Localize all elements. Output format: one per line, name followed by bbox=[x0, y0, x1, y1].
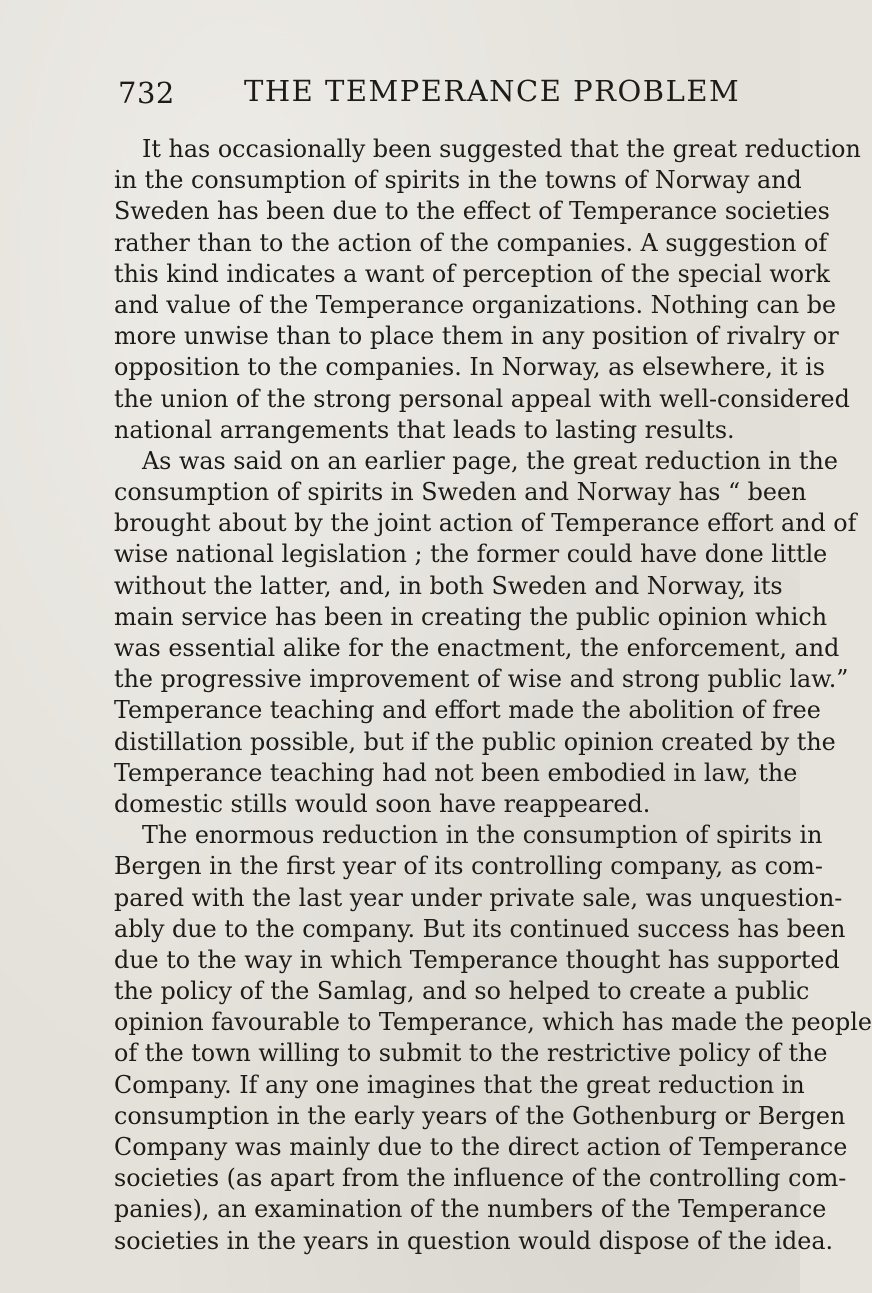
text-line: distillation possible, but if the public opinion created by the bbox=[114, 727, 836, 756]
text-line: Company was mainly due to the direct action of Temperance bbox=[114, 1133, 848, 1161]
text-line: rather than to the action of the companies. A suggestion of bbox=[114, 228, 828, 257]
text-line: wise national legislation ; the former could have done little bbox=[114, 540, 828, 569]
text-line: was essential alike for the enactment, the enforcement, and bbox=[114, 634, 840, 662]
text-line: societies in the years in question would dispose of the idea. bbox=[114, 1226, 834, 1255]
text-line: Temperance teaching had not been embodied in law, the bbox=[114, 758, 798, 787]
text-line: more unwise than to place them in any position of rivalry or bbox=[114, 322, 839, 351]
text-line: Company. If any one imagines that the great reduction in bbox=[114, 1070, 805, 1099]
text-line: ably due to the company. But its continued success has been bbox=[114, 914, 846, 943]
text-line: panies), an examination of the numbers of the Temperance bbox=[114, 1195, 827, 1224]
text-line: societies (as apart from the influence of the controlling com- bbox=[114, 1164, 847, 1193]
text-line: the policy of the Samlag, and so helped to create a public bbox=[114, 977, 810, 1006]
text-line: without the latter, and, in both Sweden and Norway, its bbox=[114, 571, 783, 600]
running-title: THE TEMPERANCE PROBLEM bbox=[244, 74, 741, 108]
text-line: in the consumption of spirits in the towns of Norway and bbox=[114, 166, 802, 195]
text-line: Sweden has been due to the effect of Temperance societies bbox=[114, 197, 830, 226]
text-line: opposition to the companies. In Norway, as elsewhere, it is bbox=[114, 353, 825, 382]
text-line: domestic stills would soon have reappeared. bbox=[114, 789, 651, 818]
text-line: this kind indicates a want of perception of the special work bbox=[114, 259, 830, 288]
text-line: Bergen in the first year of its controlling company, as com- bbox=[114, 852, 823, 881]
text-line: Temperance teaching and effort made the abolition of free bbox=[114, 696, 821, 725]
text-line: of the town willing to submit to the restrictive policy of the bbox=[114, 1039, 828, 1068]
text-line: It has occasionally been suggested that the great reduction bbox=[142, 135, 861, 163]
text-line: main service has been in creating the public opinion which bbox=[114, 602, 828, 631]
text-line: brought about by the joint action of Temperance effort and of bbox=[114, 509, 857, 538]
text-line: As was said on an earlier page, the great reduction in the bbox=[142, 446, 838, 475]
text-line: opinion favourable to Temperance, which has made the people bbox=[114, 1008, 872, 1037]
text-line: consumption in the early years of the Gothenburg or Bergen bbox=[114, 1101, 846, 1130]
page-number: 732 bbox=[118, 76, 175, 110]
text-line: The enormous reduction in the consumption of spirits in bbox=[142, 821, 823, 850]
body-text bbox=[114, 134, 872, 1257]
text-line: consumption of spirits in Sweden and Norway has “ been bbox=[114, 478, 807, 507]
text-line: the progressive improvement of wise and strong public law.” bbox=[114, 665, 849, 694]
text-line: due to the way in which Temperance thought has supported bbox=[114, 945, 840, 974]
text-line: and value of the Temperance organizations. Nothing can be bbox=[114, 290, 837, 319]
text-line: national arrangements that leads to lasting results. bbox=[114, 415, 735, 444]
running-head bbox=[118, 72, 741, 120]
text-line: the union of the strong personal appeal with well-considered bbox=[114, 384, 850, 413]
text-line: pared with the last year under private sale, was unquestion- bbox=[114, 883, 843, 912]
